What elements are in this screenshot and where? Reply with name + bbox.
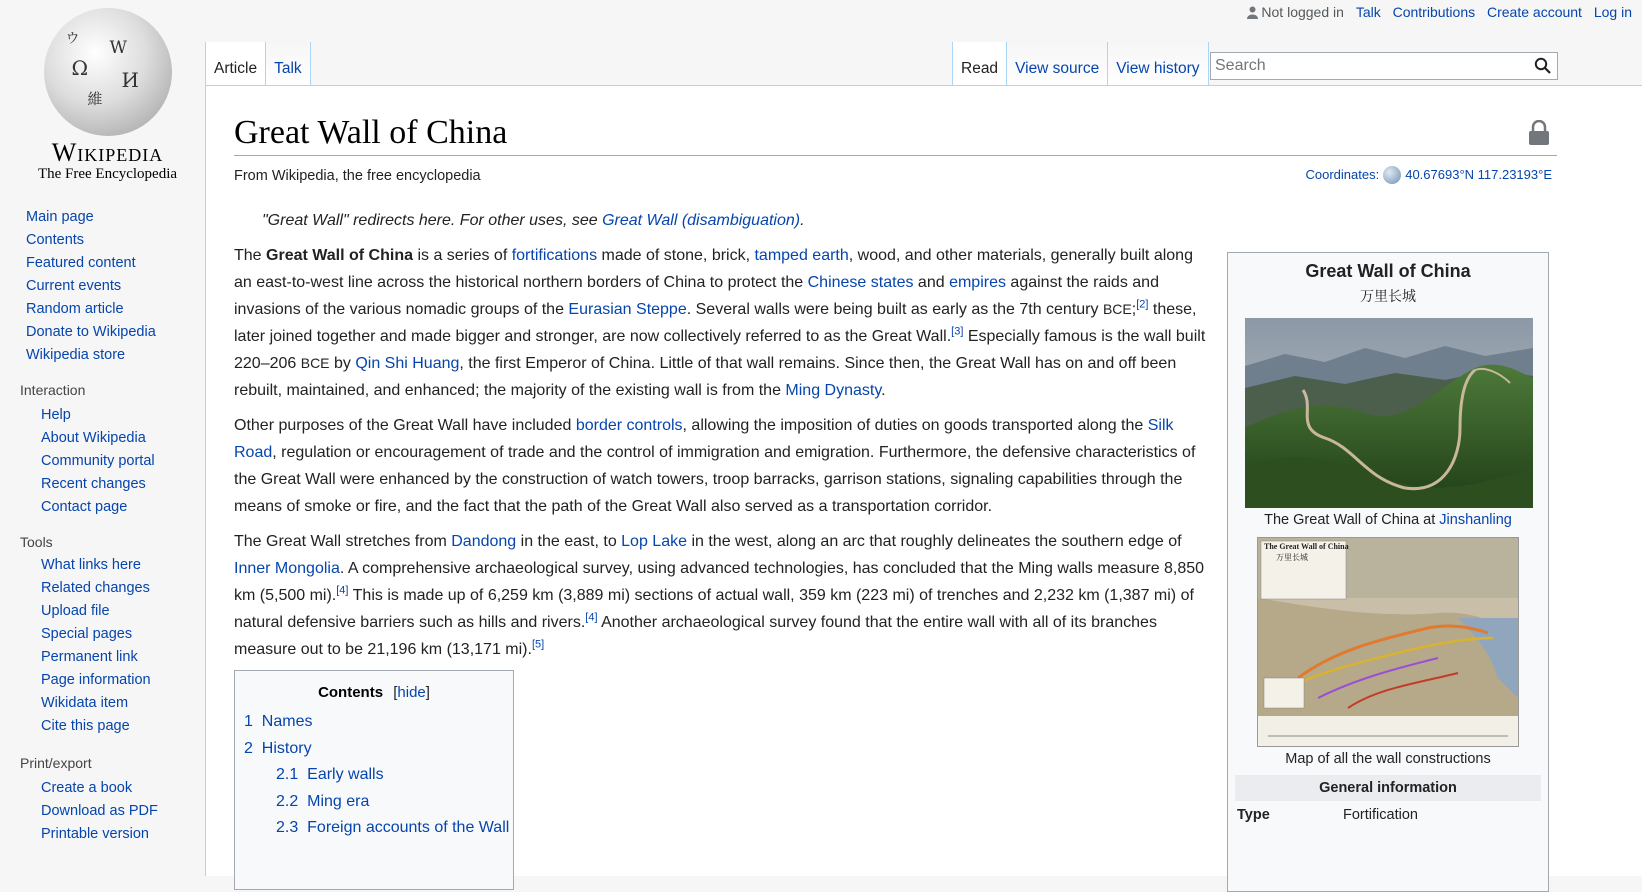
ref-3[interactable]: [3] (951, 325, 964, 338)
toc-label: Foreign accounts of the Wall (307, 819, 510, 836)
text: in the west, along an arc that roughly delineates the southern edge of (687, 533, 1182, 550)
paragraph-3 (234, 528, 1209, 663)
nav-community-portal[interactable]: Community portal (41, 453, 155, 469)
text: , regulation or encouragement of trade and the control of immigration and emigration. Furthermore, the defensive characteristics of the Great Wall were enhanced by the construction of watch towers, troop barracks, garrison stations, signaling capabilities through the means of smoke or fire, and the fact that the path of the Great Wall also served as a transportation corridor. (234, 444, 1196, 515)
toc-label: History (261, 740, 312, 757)
nav-main-page[interactable]: Main page (26, 209, 94, 225)
personal-tools (1247, 4, 1632, 20)
nav-contact-page[interactable]: Contact page (41, 499, 128, 515)
print-heading[interactable]: Print/export (20, 755, 92, 771)
nav-upload-file[interactable]: Upload file (41, 603, 110, 619)
link-dandong[interactable]: Dandong (451, 533, 517, 550)
nav-related-changes[interactable]: Related changes (41, 580, 150, 596)
coordinates[interactable] (1306, 166, 1553, 184)
text: Another archaeological survey found that the entire wall with all of its branches measure out to be 21,196 km (13,171 mi). (234, 614, 1157, 658)
text: The (234, 247, 267, 264)
sidebar (0, 0, 205, 876)
nav-cite-this-page[interactable]: Cite this page (41, 718, 130, 734)
not-logged-in: Not logged in (1261, 4, 1344, 20)
search-box (1210, 52, 1558, 80)
wordmark: Wikipedia (51, 138, 164, 167)
toc-label: Names (261, 713, 313, 730)
infobox (1227, 252, 1549, 892)
view-tabs (952, 42, 1209, 86)
nav-store[interactable]: Wikipedia store (26, 347, 126, 363)
search-input[interactable] (1211, 53, 1519, 79)
nav-create-book[interactable]: Create a book (41, 780, 133, 796)
caption-text: The Great Wall of China at (1264, 512, 1440, 528)
photo-caption (1228, 512, 1548, 528)
nav-download-pdf[interactable]: Download as PDF (41, 803, 158, 819)
link-eurasian-steppe[interactable]: Eurasian Steppe (568, 301, 687, 318)
era-abbr: BCE (300, 355, 330, 371)
link-fortifications[interactable]: fortifications (511, 247, 598, 264)
nav-tools (0, 531, 205, 738)
link-ming-dynasty[interactable]: Ming Dynasty (785, 382, 882, 399)
toc-toggle-close: ] (425, 684, 430, 701)
toc-number: 2.2 (276, 793, 299, 810)
search-icon[interactable] (1534, 57, 1552, 80)
ref-4[interactable]: [4] (336, 584, 349, 597)
text: these, later joined together and made bigger and stronger, are now collectively referred to as the Great Wall. (234, 301, 1197, 345)
link-chinese-states[interactable]: Chinese states (807, 274, 914, 291)
text: and (913, 274, 950, 291)
toc-label: Early walls (307, 766, 384, 783)
text: by (329, 355, 356, 372)
text: Especially famous is the wall built 220–206 (234, 328, 1206, 372)
wikipedia-logo[interactable] (30, 8, 185, 182)
link-inner-mongolia[interactable]: Inner Mongolia (234, 560, 340, 577)
text: Other purposes of the Great Wall have included (234, 417, 576, 434)
nav-contents[interactable]: Contents (26, 232, 85, 248)
text: , the first Emperor of China. Little of that wall remains. Since then, the Great Wall has on and off been rebuilt, maintained, and enhanced; the majority of the existing wall is from the (234, 355, 1177, 399)
article-body (234, 242, 1209, 671)
toc-item[interactable] (276, 819, 509, 837)
tab-article[interactable]: Article (205, 42, 266, 86)
nav-donate[interactable]: Donate to Wikipedia (26, 324, 156, 340)
general-information-header: General information (1235, 775, 1541, 801)
page-title: Great Wall of China (234, 114, 508, 151)
nav-special-pages[interactable]: Special pages (41, 626, 133, 642)
paragraph-2 (234, 412, 1209, 520)
nav-random-article[interactable]: Random article (26, 301, 124, 317)
nav-main (0, 206, 205, 367)
toc-number: 2.3 (276, 819, 299, 836)
coordinates-label: Coordinates: (1305, 167, 1380, 182)
toc-number: 2 (244, 740, 253, 757)
coordinates-value[interactable]: 40.67693°N 117.23193°E (1405, 167, 1552, 182)
tab-read[interactable]: Read (952, 42, 1007, 86)
globe-icon (1383, 166, 1401, 184)
nav-interaction (0, 379, 205, 519)
text: This is made up of 6,259 km (3,889 mi) sections of actual wall, 359 km (223 mi) of trenches and 2,232 km (1,387 mi) of natural defensive barriers such as hills and rivers. (234, 587, 1194, 631)
link-jinshanling[interactable]: Jinshanling (1439, 512, 1512, 528)
text: made of stone, brick, (597, 247, 755, 264)
text: . A comprehensive archaeological survey, using advanced technologies, has concluded that the Ming walls measure 8,850 km (5,500 mi). (234, 560, 1205, 604)
nav-about[interactable]: About Wikipedia (41, 430, 146, 446)
lock-icon[interactable] (1528, 120, 1550, 151)
toc-item[interactable] (276, 793, 369, 811)
interaction-heading[interactable]: Interaction (20, 382, 86, 398)
text: ; (1131, 301, 1137, 318)
text: against the raids and invasions of the various nomadic groups of the (234, 274, 1159, 318)
link-border-controls[interactable]: border controls (575, 417, 683, 434)
tab-talk[interactable]: Talk (266, 42, 311, 86)
ref-4[interactable]: [4] (585, 611, 598, 624)
hatnote (262, 212, 805, 230)
text: is a series of (413, 247, 512, 264)
hatnote-text: "Great Wall" redirects here. For other uses, see (262, 212, 603, 229)
hatnote-link[interactable]: Great Wall (disambiguation) (602, 212, 801, 229)
nav-current-events[interactable]: Current events (26, 278, 122, 294)
nav-help[interactable]: Help (41, 407, 71, 423)
paragraph-1 (234, 242, 1209, 404)
puzzle-globe-icon: Ω W И 維 ウ (44, 8, 172, 136)
text: , allowing the imposition of duties on goods transported along the (682, 417, 1148, 434)
talk-link[interactable]: Talk (1355, 4, 1381, 20)
toc-header (235, 684, 513, 701)
site-sub: From Wikipedia, the free encyclopedia (234, 168, 481, 184)
link-lop-lake[interactable]: Lop Lake (621, 533, 687, 550)
toc-item[interactable] (244, 740, 312, 758)
toc-label: Ming era (307, 793, 370, 810)
toc-title: Contents (318, 684, 384, 701)
create-account-link[interactable]: Create account (1487, 4, 1582, 20)
nav-what-links-here[interactable]: What links here (41, 557, 141, 573)
link-tamped-earth[interactable]: tamped earth (754, 247, 849, 264)
content (205, 85, 1642, 876)
toc-number: 1 (244, 713, 253, 730)
text: . (881, 382, 886, 399)
link-qin-shi-huang[interactable]: Qin Shi Huang (355, 355, 460, 372)
link-silk-road[interactable]: Silk Road (234, 417, 1174, 461)
type-value: Fortification (1343, 807, 1418, 823)
text: The Great Wall stretches from (234, 533, 452, 550)
title-divider (234, 155, 1557, 156)
toc-hide-toggle[interactable]: hide (397, 684, 426, 701)
tab-view-history[interactable]: View history (1108, 42, 1208, 86)
text: , wood, and other materials, generally built along an east-to-west line across the historical northern borders of China to protect the (234, 247, 1193, 291)
table-of-contents (234, 670, 514, 890)
toc-number: 2.1 (276, 766, 299, 783)
hatnote-end: . (800, 212, 805, 229)
namespace-tabs (205, 42, 311, 86)
bold-title: Great Wall of China (266, 247, 413, 264)
toc-item[interactable] (276, 766, 384, 784)
tools-heading[interactable]: Tools (20, 534, 53, 550)
map-native-title: 万里长城 (1276, 553, 1308, 562)
infobox-title: Great Wall of China (1305, 261, 1471, 281)
toc-toggle-open: [ (393, 684, 398, 701)
contributions-link[interactable]: Contributions (1392, 4, 1476, 20)
nav-permanent-link[interactable]: Permanent link (41, 649, 138, 665)
nav-print (0, 752, 205, 846)
map-caption: Map of all the wall constructions (1285, 751, 1491, 767)
tab-view-source[interactable]: View source (1007, 42, 1108, 86)
nav-page-information[interactable]: Page information (41, 672, 151, 688)
map-title: The Great Wall of China (1264, 542, 1349, 551)
text: in the east, to (516, 533, 622, 550)
era-abbr: BCE (1102, 301, 1132, 317)
tagline: The Free Encyclopedia (37, 166, 178, 182)
type-label: Type (1237, 807, 1270, 823)
ref-5[interactable]: [5] (531, 638, 545, 651)
nav-recent-changes[interactable]: Recent changes (41, 476, 146, 492)
user-icon (1247, 6, 1258, 19)
ref-2[interactable]: [2] (1136, 298, 1149, 311)
log-in-link[interactable]: Log in (1593, 4, 1632, 20)
great-wall-photo[interactable] (1245, 318, 1533, 508)
infobox-native-name: 万里长城 (1360, 288, 1416, 304)
toc-item[interactable] (244, 713, 312, 731)
nav-wikidata-item[interactable]: Wikidata item (41, 695, 129, 711)
link-empires[interactable]: empires (949, 274, 1006, 291)
wall-map[interactable] (1257, 537, 1519, 747)
nav-printable-version[interactable]: Printable version (41, 826, 149, 842)
text: . Several walls were being built as early as the 7th century (686, 301, 1103, 318)
nav-featured-content[interactable]: Featured content (26, 255, 136, 271)
